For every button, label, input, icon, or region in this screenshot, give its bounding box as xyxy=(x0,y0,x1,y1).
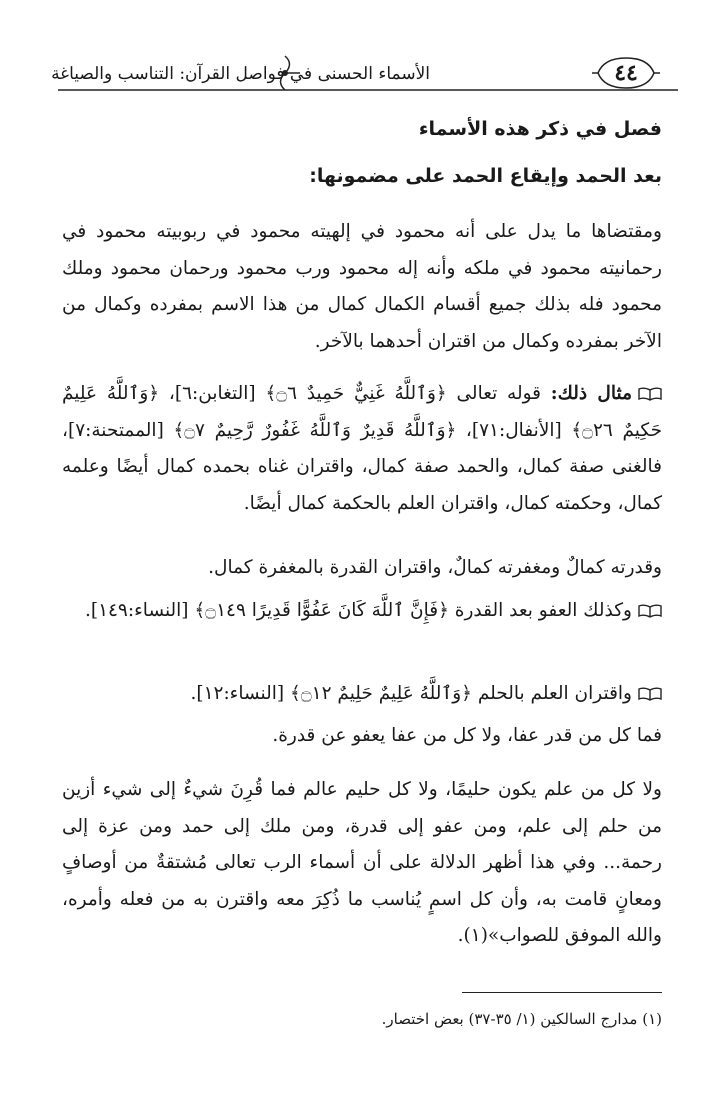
page-number-ornament xyxy=(590,52,662,94)
footnote: (١) مدارج السالكين (١/ ٣٥-٣٧) بعض اختصار. xyxy=(381,1010,662,1028)
running-header-title: الأسماء الحسنى في فواصل القرآن: التناسب والصياغة xyxy=(51,64,430,84)
page-number: ٤٤ xyxy=(614,60,638,86)
paragraph-2-text: قوله تعالى ﴿وَٱللَّهُ غَنِيٌّ حَمِيدٌ ۝٦﴾ [التغابن:٦]، ﴿وَٱللَّهُ عَلِيمٌ حَكِيمٌ ۝٢٦﴾ [الأنفال:٧١]، ﴿وَٱللَّهُ قَدِيرٌ وَٱللَّهُ غَفُورٌ رَّحِيمٌ ۝٧﴾ [الممتحنة:٧]، فالغنى صفة كمال، والحمد صفة كمال، واقتران غناه بحمده كمال أيضًا وعلمه كمال، وحكمته كمال، واقتران العلم بالحكمة كمال أيضًا. xyxy=(62,383,663,514)
example-label: مثال ذلك: xyxy=(550,383,632,404)
paragraph-5-text: واقتران العلم بالحلم ﴿وَٱللَّهُ عَلِيمٌ حَلِيمٌ ۝١٢﴾ [النساء:١٢]. xyxy=(190,683,632,704)
paragraph-7: ولا كل من علم يكون حليمًا، ولا كل حليم عالم فما قُرِنَ شيءٌ إلى شيء أزين من حلم إلى علم، ومن عفو إلى قدرة، ومن ملك إلى حمد ومن عزة إلى رحمة... وفي هذا أظهر الدلالة على أن أسماء الرب تعالى مُشتقةٌ من أوصافٍ ومعانٍ قامت به، وأن كل اسمٍ يُناسب ما ذُكِرَ معه واقترن به من فعله وأمره، والله الموفق للصواب»(١). xyxy=(62,779,662,946)
open-book-icon xyxy=(638,387,662,401)
paragraph-6: فما كل من قدر عفا، ولا كل من عفا يعفو عن قدرة. xyxy=(272,725,662,746)
paragraph-3: وقدرته كمالٌ ومغفرته كمالٌ، واقتران القدرة بالمغفرة كمال. xyxy=(208,557,662,578)
footnote-divider xyxy=(462,992,662,993)
open-book-icon xyxy=(638,687,662,701)
paragraph-4-text: وكذلك العفو بعد القدرة ﴿فَإِنَّ ٱللَّهَ كَانَ عَفُوًّا قَدِيرًا ۝١٤٩﴾ [النساء:١٤٩]. xyxy=(84,600,632,621)
subsection-heading: بعد الحمد وإيقاع الحمد على مضمونها: xyxy=(309,165,662,187)
paragraph-5 xyxy=(62,676,662,713)
paragraph-1: ومقتضاها ما يدل على أنه محمود في إلهيته محمود في ربوبيته محمود في رحمانيته محمود في ملكه وأنه إله محمود ورب محمود ورحمان محمود وملك محمود فله بذلك جميع أقسام الكمال كمال من هذا الاسم بمفرده وكمال من الآخر بمفرده وكمال من اقتران أحدهما بالآخر. xyxy=(62,221,662,352)
paragraph-2 xyxy=(62,376,662,522)
paragraph-4 xyxy=(62,593,662,630)
section-heading: فصل في ذكر هذه الأسماء xyxy=(418,118,662,140)
open-book-icon xyxy=(638,604,662,618)
